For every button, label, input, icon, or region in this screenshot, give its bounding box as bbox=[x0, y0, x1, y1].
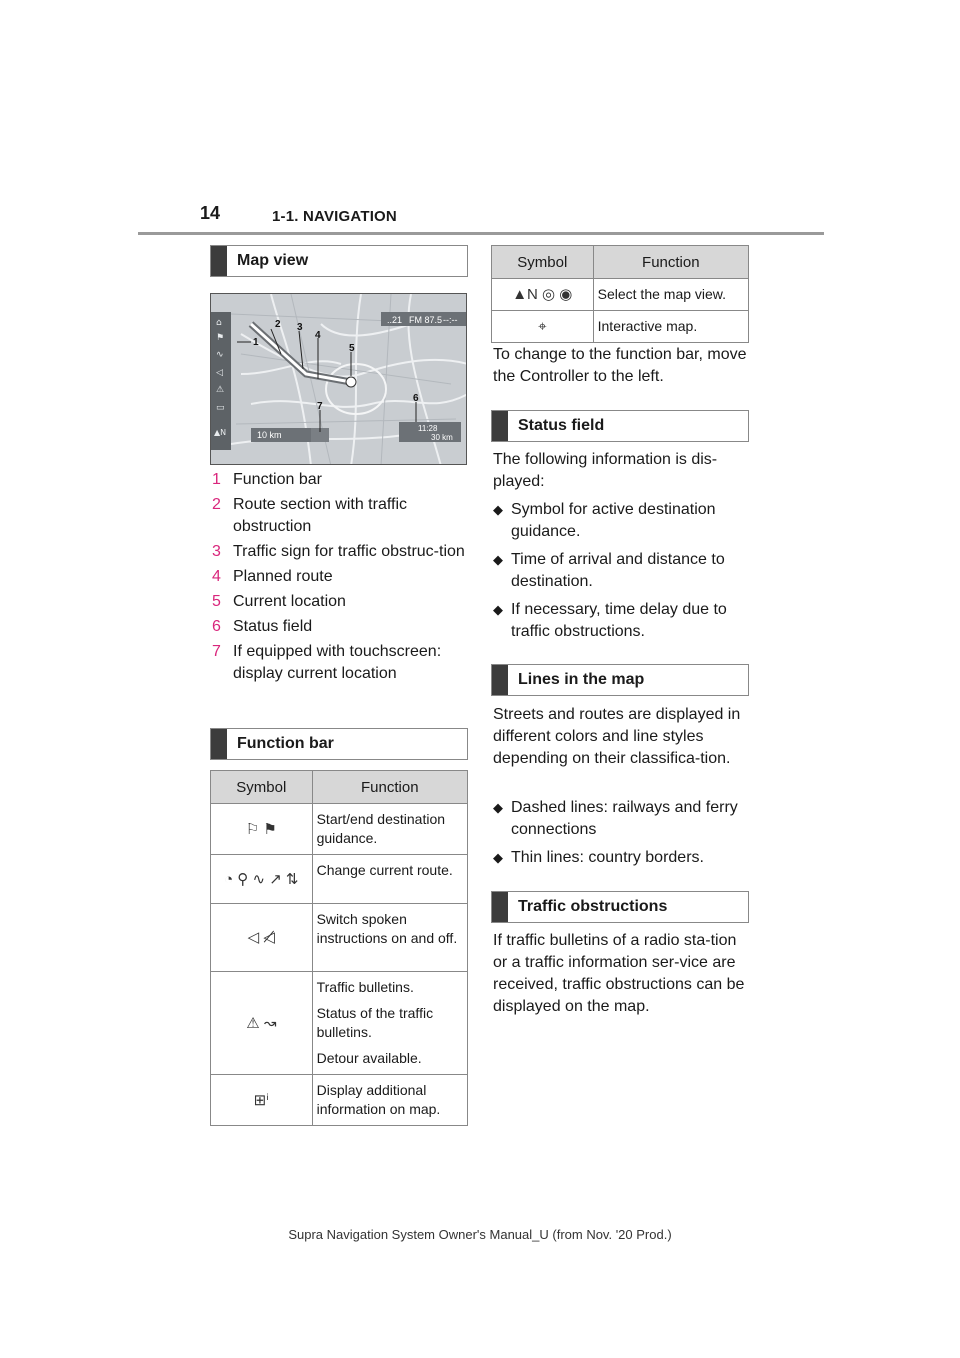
list-item: 5 Current location bbox=[212, 593, 346, 610]
table-header-row bbox=[492, 246, 749, 279]
map-time: 11:28 bbox=[418, 424, 438, 433]
list-item: 2 Route section with traffic obstruction bbox=[212, 496, 408, 535]
heading-bar bbox=[211, 246, 227, 276]
map-view-symbol-table bbox=[491, 245, 749, 343]
heading-bar bbox=[211, 729, 227, 759]
table-row bbox=[211, 972, 468, 1075]
row-text: Detour available. bbox=[316, 1050, 422, 1066]
callout-4: 4 bbox=[315, 330, 321, 341]
symbol-column-header: Symbol bbox=[211, 771, 313, 804]
heading-text: Status field bbox=[518, 417, 605, 434]
map-view-icons: ▲N ◎ ◉ bbox=[492, 279, 594, 311]
svg-text:⌂: ⌂ bbox=[216, 318, 222, 328]
list-item: ◆ If necessary, time delay due to traffic obstructions. bbox=[493, 599, 755, 643]
list-item: 6 Status field bbox=[212, 618, 313, 635]
heading-bar bbox=[492, 411, 508, 441]
heading-text: Traffic obstructions bbox=[518, 898, 668, 915]
status-field-bullets bbox=[493, 499, 755, 649]
row-text: Interactive map. bbox=[593, 311, 748, 343]
status-field-intro: The following information is dis-played: bbox=[493, 451, 718, 490]
page-footer: Supra Navigation System Owner's Manual_U (from Nov. '20 Prod.) bbox=[288, 1227, 672, 1242]
row-text: Change current route. bbox=[316, 862, 453, 878]
callout-1: 1 bbox=[253, 337, 259, 348]
function-column-header: Function bbox=[312, 771, 467, 804]
lines-in-map-heading bbox=[491, 664, 749, 696]
list-item: 4 Planned route bbox=[212, 568, 333, 585]
table-row bbox=[211, 855, 468, 904]
function-column-header: Function bbox=[593, 246, 748, 279]
lines-in-map-bullets bbox=[493, 797, 755, 875]
list-item: ◆ Symbol for active destination guidance. bbox=[493, 499, 755, 543]
table-row bbox=[492, 311, 749, 343]
list-item: 3 Traffic sign for traffic obstruc-tion bbox=[212, 543, 465, 560]
callout-6: 6 bbox=[413, 393, 419, 404]
table-row bbox=[492, 279, 749, 311]
svg-text:◁: ◁ bbox=[216, 368, 223, 378]
heading-text: Map view bbox=[237, 252, 309, 269]
map-signal: ..21 bbox=[387, 315, 403, 325]
table-row bbox=[211, 1075, 468, 1126]
list-item: ◆ Dashed lines: railways and ferry connections bbox=[493, 797, 755, 841]
page-number: 14 bbox=[200, 203, 221, 223]
heading-bar bbox=[492, 665, 508, 695]
row-text: Select the map view. bbox=[593, 279, 748, 311]
row-text: Traffic bulletins. bbox=[316, 979, 414, 995]
callout-2: 2 bbox=[275, 319, 281, 330]
map-info-icon: ⊞ⁱ bbox=[211, 1075, 313, 1126]
status-field-heading bbox=[491, 410, 749, 442]
traffic-icons: ⚠ ↝ bbox=[211, 972, 313, 1075]
svg-text:⚑: ⚑ bbox=[216, 333, 225, 343]
traffic-obstructions-text: If traffic bulletins of a radio sta-tion or a traffic information ser-vice are received, traffic obstructions can be displayed on the map. bbox=[493, 932, 745, 1015]
map-screenshot bbox=[210, 293, 467, 465]
heading-text: Function bar bbox=[237, 735, 334, 752]
svg-text:⚠: ⚠ bbox=[216, 385, 225, 395]
route-change-icons: ◔ ⚲ ∿ ↗ ⇅ bbox=[211, 855, 313, 904]
map-legend-list bbox=[212, 469, 472, 688]
row-text: Status of the traffic bulletins. bbox=[316, 1005, 434, 1040]
table-header-row bbox=[211, 771, 468, 804]
map-graphic bbox=[211, 294, 467, 465]
callout-7: 7 bbox=[317, 401, 323, 412]
function-bar-heading bbox=[210, 728, 468, 760]
list-item: ◆ Time of arrival and distance to destination. bbox=[493, 549, 755, 593]
header-divider bbox=[138, 232, 824, 235]
list-item: 7 If equipped with touchscreen: display current location bbox=[212, 643, 442, 682]
map-distance: 30 km bbox=[431, 433, 453, 442]
function-bar-note: To change to the function bar, move the Controller to the left. bbox=[493, 346, 747, 385]
traffic-obstructions-heading bbox=[491, 891, 749, 923]
map-clock: --:-- bbox=[443, 315, 458, 325]
section-title: 1-1. NAVIGATION bbox=[272, 208, 397, 225]
callout-5: 5 bbox=[349, 343, 355, 354]
map-radio: FM 87.5 bbox=[409, 315, 443, 325]
svg-text:▲N: ▲N bbox=[214, 428, 227, 437]
function-bar-table bbox=[210, 770, 468, 1126]
heading-bar bbox=[492, 892, 508, 922]
flag-icons: ⚐ ⚑ bbox=[211, 804, 313, 855]
list-item: 1 Function bar bbox=[212, 471, 322, 488]
svg-text:▭: ▭ bbox=[216, 403, 225, 413]
row-text: Start/end destination guidance. bbox=[316, 811, 446, 846]
heading-text: Lines in the map bbox=[518, 671, 645, 688]
crosshair-icon: ⌖ bbox=[492, 311, 594, 343]
svg-text:∿: ∿ bbox=[216, 350, 224, 360]
lines-in-map-intro: Streets and routes are displayed in different colors and line styles depending on their classifica-tion. bbox=[493, 706, 741, 767]
table-row bbox=[211, 804, 468, 855]
map-view-heading bbox=[210, 245, 468, 277]
callout-3: 3 bbox=[297, 322, 303, 333]
speaker-icons: ◁ ◁̸ bbox=[211, 904, 313, 972]
list-item: ◆ Thin lines: country borders. bbox=[493, 847, 755, 869]
map-scale: 10 km bbox=[257, 430, 282, 440]
row-text: Display additional information on map. bbox=[316, 1082, 441, 1117]
row-text: Switch spoken instructions on and off. bbox=[316, 911, 458, 946]
table-row bbox=[211, 904, 468, 972]
symbol-column-header: Symbol bbox=[492, 246, 594, 279]
